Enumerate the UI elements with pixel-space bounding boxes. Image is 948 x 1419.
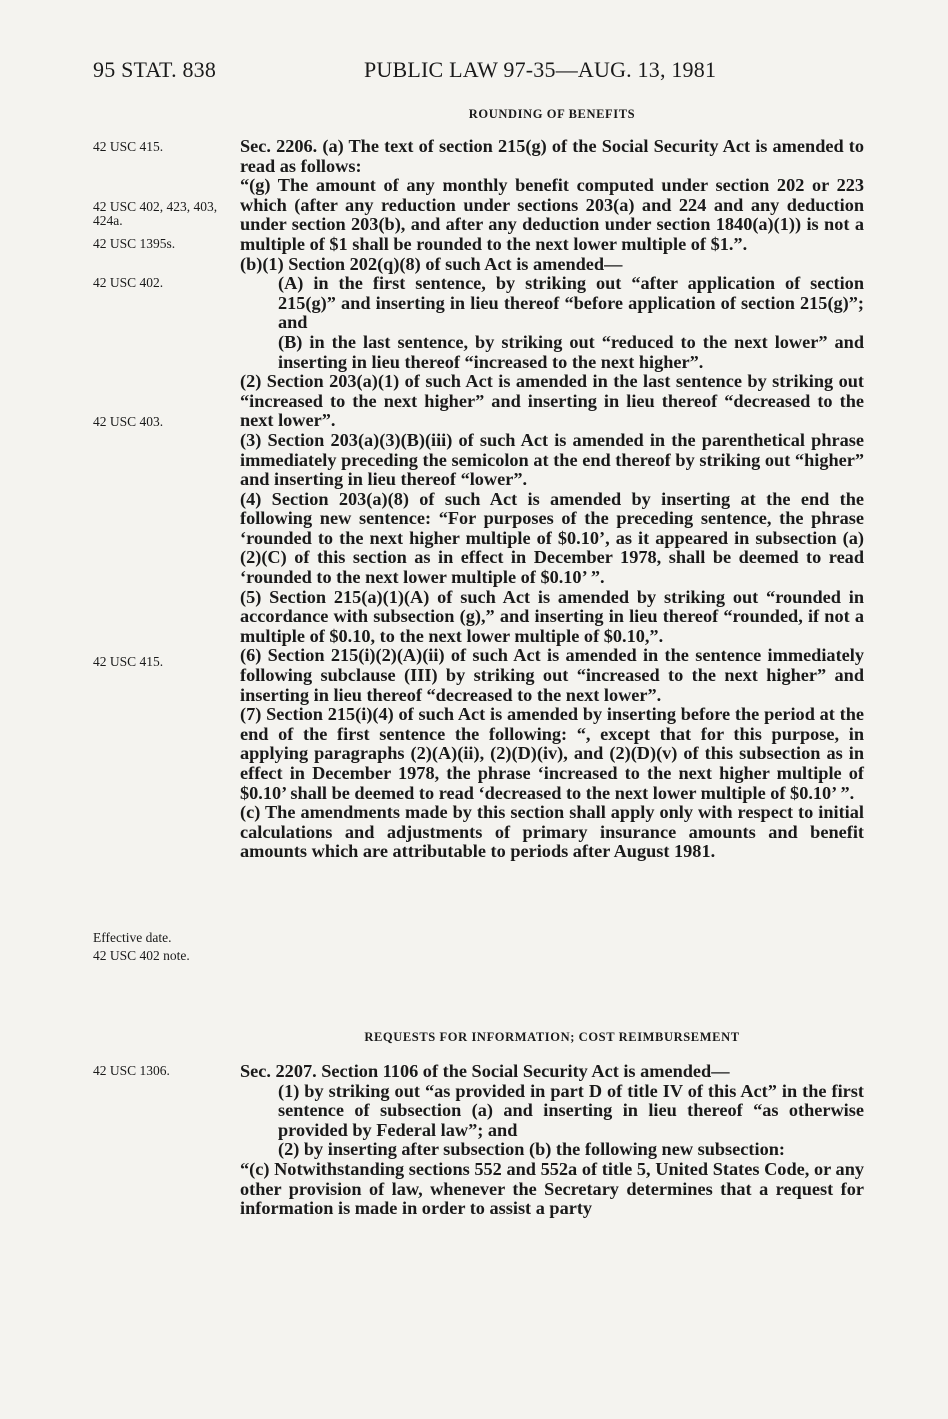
paragraph: (A) in the first sentence, by striking out “after application of section 215(g)” and inserting in lieu thereof “before application of section 215(g)”; and — [278, 273, 864, 333]
section-2206-body — [240, 137, 864, 862]
paragraph: Sec. 2207. Section 1106 of the Social Security Act is amended— — [240, 1061, 730, 1081]
margin-note: 42 USC 402, 423, 403, 424a. — [93, 199, 218, 228]
running-title: PUBLIC LAW 97-35—AUG. 13, 1981 — [364, 57, 717, 82]
paragraph: (2) Section 203(a)(1) of such Act is amended in the last sentence by striking out “increased to the next higher” and inserting in lieu thereof “decreased to the next lower”. — [240, 371, 864, 431]
paragraph: Sec. 2206. (a) The text of section 215(g) of the Social Security Act is amended to read as follows: — [240, 136, 864, 176]
margin-note: 42 USC 402. — [93, 275, 164, 290]
section-heading-requests: REQUESTS FOR INFORMATION; COST REIMBURSEMENT — [364, 1030, 740, 1044]
paragraph: (6) Section 215(i)(2)(A)(ii) of such Act is amended in the sentence immediately following subclause (III) by striking out “increased to the next higher” and inserting in lieu thereof “decreased to the next lower”. — [240, 645, 864, 705]
paragraph: (B) in the last sentence, by striking out “reduced to the next lower” and inserting in lieu thereof “increased to the next higher”. — [278, 331, 864, 372]
paragraph: (3) Section 203(a)(3)(B)(iii) of such Act is amended in the parenthetical phrase immediately preceding the semicolon at the end thereof by striking out “higher” and inserting in lieu thereof “lower”. — [240, 429, 864, 490]
section-2207-body — [240, 1062, 864, 1219]
margin-note: 42 USC 415. — [93, 654, 164, 669]
paragraph: (2) by inserting after subsection (b) the following new subsection: — [278, 1139, 785, 1160]
margin-note: 42 USC 1395s. — [93, 236, 176, 251]
margin-note: 42 USC 1306. — [93, 1063, 170, 1078]
paragraph: (b)(1) Section 202(q)(8) of such Act is amended— — [240, 253, 623, 274]
section-heading-rounding: ROUNDING OF BENEFITS — [468, 107, 636, 121]
margin-note: 42 USC 403. — [93, 414, 164, 429]
margin-note-effective-date: Effective date. — [93, 930, 172, 945]
margin-note: 42 USC 402 note. — [93, 948, 190, 963]
paragraph: (7) Section 215(i)(4) of such Act is amended by inserting before the period at the end of the first sentence the following: “, except that for this purpose, in applying paragraphs (2)(A)(ii), (2)(D)(iv), and (2)(D)(v) of this subsection as in effect in December 1978, the phrase ‘increased to the next higher multiple of $0.10’ shall be deemed to read ‘decreased to the next lower multiple of $0.10’ ”. — [240, 704, 864, 803]
margin-note: 42 USC 415. — [93, 139, 164, 154]
paragraph: (5) Section 215(a)(1)(A) of such Act is amended by striking out “rounded in accordance with subsection (g),” and inserting in lieu thereof “rounded, if not a multiple of $0.10, to the next lower multiple of $0.10,”. — [240, 586, 864, 646]
paragraph: “(c) Notwithstanding sections 552 and 552a of title 5, United States Code, or any other provision of law, whenever the Secretary determines that a request for information is made in order to assist a party — [240, 1158, 864, 1219]
paragraph: (4) Section 203(a)(8) of such Act is amended by inserting at the end the following new sentence: “For purposes of the preceding sentence, the phrase ‘rounded to the next higher multiple of $0.10’, as it appeared in subsection (a)(2)(C) of this section as in effect in December 1978, shall be deemed to read ‘rounded to the next lower multiple of $0.10’ ”. — [240, 488, 864, 588]
paragraph: “(g) The amount of any monthly benefit computed under section 202 or 223 which (after any reduction under sections 203(a) and 224 and any deduction under section 203(b), and after any deduction under section 1840(a)(1)) is not a multiple of $1 shall be rounded to the next lower multiple of $1.”. — [240, 175, 864, 254]
paragraph: (c) The amendments made by this section shall apply only with respect to initial calculations and adjustments of primary insurance amounts and benefit amounts which are attributable to periods after August 1981. — [240, 802, 864, 862]
paragraph: (1) by striking out “as provided in part D of title IV of this Act” in the first sentence of subsection (a) and inserting in lieu thereof “as otherwise provided by Federal law”; and — [278, 1080, 864, 1140]
page-citation: 95 STAT. 838 — [93, 57, 217, 82]
